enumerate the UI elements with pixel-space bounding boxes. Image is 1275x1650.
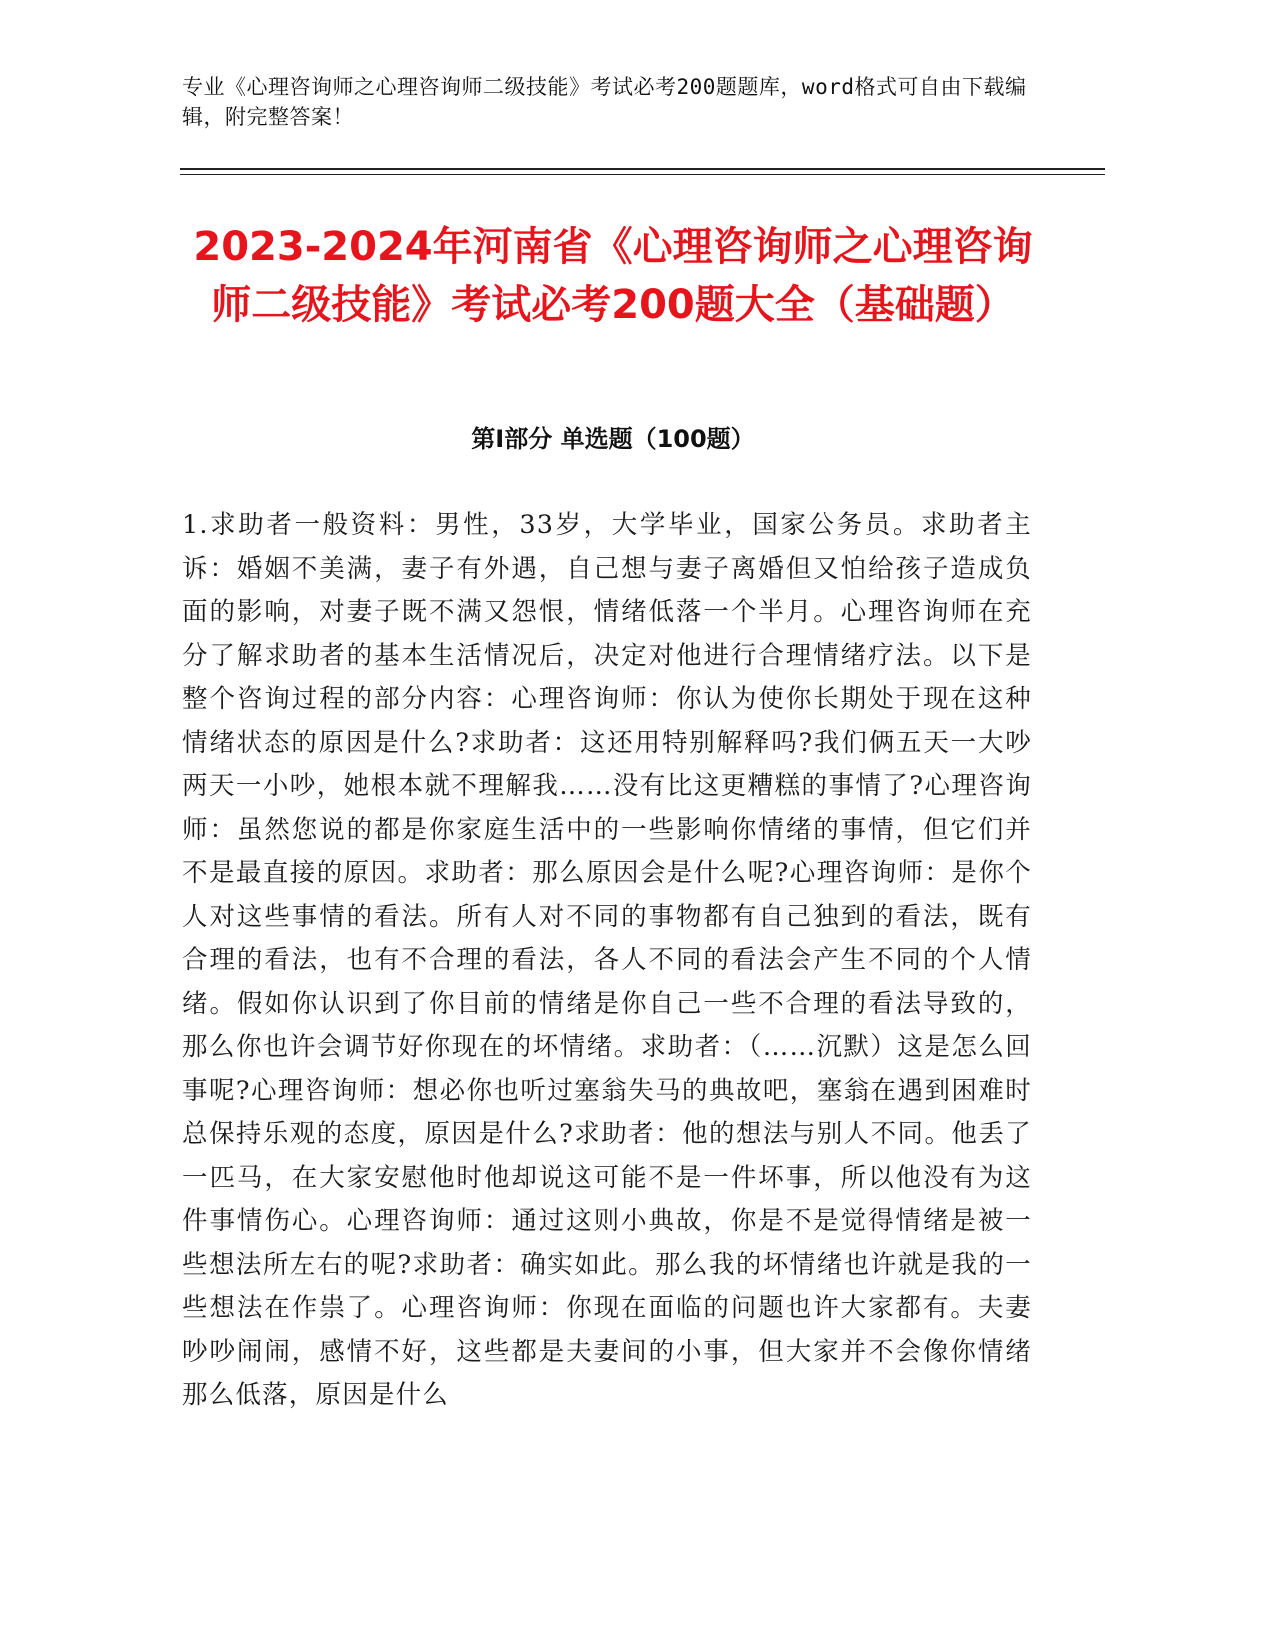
question-text: 1.求助者一般资料：男性，33岁，大学毕业，国家公务员。求助者主诉：婚姻不美满，妻子有外遇，自己想与妻子离婚但又怕给孩子造成负面的影响，对妻子既不满又怨恨，情绪低落一个半月。心理咨询师在充分了解求助者的基本生活情况后，决定对他进行合理情绪疗法。以下是整个咨询过程的部分内容：心理咨询师：你认为使你长期处于现在这种情绪状态的原因是什么?求助者：这还用特别解释吗?我们俩五天一大吵两天一小吵，她根本就不理解我……没有比这更糟糕的事情了?心理咨询师：虽然您说的都是你家庭生活中的一些影响你情绪的事情，但它们并不是最直接的原因。求助者：那么原因会是什么呢?心理咨询师：是你个人对这些事情的看法。所有人对不同的事物都有自己独到的看法，既有合理的看法，也有不合理的看法，各人不同的看法会产生不同的个人情绪。假如你认识到了你目前的情绪是你自己一些不合理的看法导致的，那么你也许会调节好你现在的坏情绪。求助者：（……沉默）这是怎么回事呢?心理咨询师：想必你也听过塞翁失马的典故吧，塞翁在遇到困难时总保持乐观的态度，原因是什么?求助者：他的想法与别人不同。他丢了一匹马，在大家安慰他时他却说这可能不是一件坏事，所以他没有为这件事情伤心。心理咨询师：通过这则小典故，你是不是觉得情绪是被一些想法所左右的呢?求助者：确实如此。那么我的坏情绪也许就是我的一些想法在作祟了。心理咨询师：你现在面临的问题也许大家都有。夫妻吵吵闹闹，感情不好，这些都是夫妻间的小事，但大家并不会像你情绪那么低落，原因是什么 (182, 510, 1032, 1410)
header-divider-thick (180, 168, 1105, 170)
header-note: 专业《心理咨询师之心理咨询师二级技能》考试必考200题题库，word格式可自由下载编辑，附完整答案！ (182, 75, 1027, 129)
header-divider-thin (180, 174, 1105, 175)
section-heading: 第I部分 单选题（100题） (471, 425, 755, 453)
document-title: 2023-2024年河南省《心理咨询师之心理咨询师二级技能》考试必考200题大全（基础题） (193, 224, 1033, 328)
